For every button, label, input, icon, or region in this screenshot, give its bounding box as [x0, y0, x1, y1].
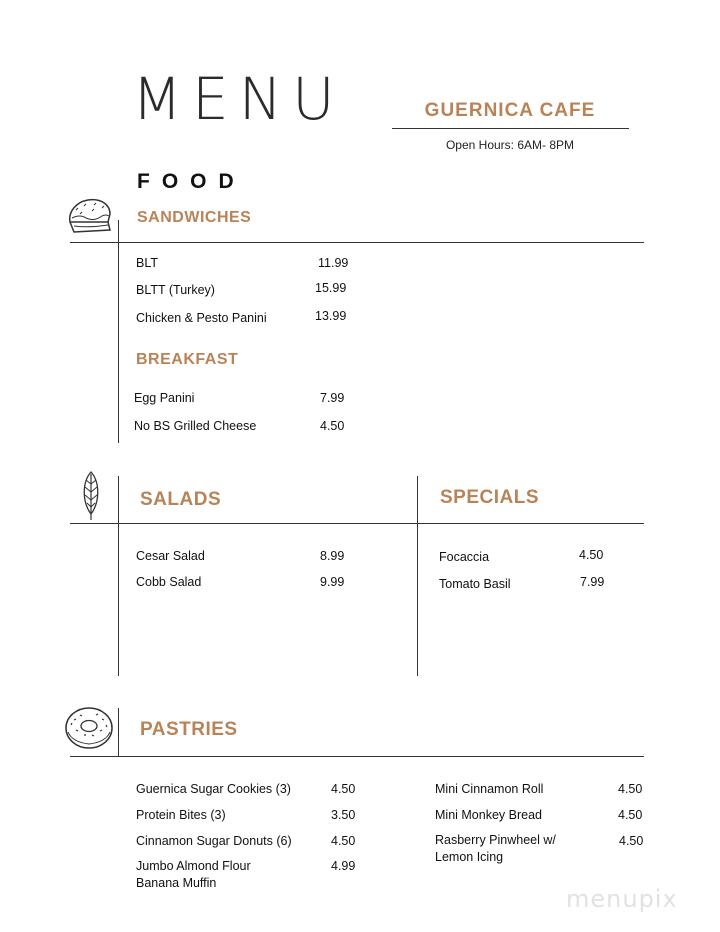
menu-item-price: 4.50: [320, 419, 345, 433]
menu-item-name: Mini Cinnamon Roll: [435, 782, 544, 796]
salads-title: SALADS: [140, 489, 222, 510]
menu-item-price: 4.99: [331, 859, 356, 873]
salads-vertical-divider: [118, 476, 119, 676]
menu-item-price: 8.99: [320, 549, 345, 563]
menu-item-name: BLT: [136, 256, 158, 270]
pastries-title: PASTRIES: [140, 719, 238, 740]
sandwich-icon: [64, 192, 116, 240]
cafe-name: GUERNICA CAFE: [424, 100, 596, 121]
cafe-divider: [392, 128, 629, 129]
food-heading: FOOD: [137, 170, 246, 193]
menu-item-name: Cesar Salad: [136, 549, 205, 563]
menu-item-price: 13.99: [315, 309, 347, 323]
menu-item-name: Jumbo Almond Flour Banana Muffin: [136, 859, 251, 890]
menu-item-name: No BS Grilled Cheese: [134, 419, 257, 433]
menu-item-name: Rasberry Pinwheel w/ Lemon Icing: [435, 833, 556, 864]
breakfast-title: BREAKFAST: [136, 351, 239, 368]
specials-vertical-divider: [417, 476, 418, 676]
watermark: menupix: [566, 885, 678, 913]
menu-item-price: 4.50: [331, 834, 356, 848]
menu-item-name: Protein Bites (3): [136, 808, 226, 822]
specials-title: SPECIALS: [440, 487, 540, 508]
menu-item-price: 9.99: [320, 575, 345, 589]
menu-item-name: Tomato Basil: [439, 577, 511, 591]
menu-item-name: Guernica Sugar Cookies (3): [136, 782, 291, 796]
salads-divider: [70, 523, 644, 524]
menu-item-price: 7.99: [580, 575, 605, 589]
menu-item-name: Egg Panini: [134, 391, 195, 405]
menu-item-price: 3.50: [331, 808, 356, 822]
menu-item-price: 4.50: [619, 834, 644, 848]
menu-item-price: 15.99: [315, 281, 347, 295]
menu-item-price: 7.99: [320, 391, 345, 405]
sandwiches-title: SANDWICHES: [137, 209, 252, 226]
menu-item-price: 4.50: [618, 782, 643, 796]
menu-item-name: Cinnamon Sugar Donuts (6): [136, 834, 292, 848]
pastries-divider: [70, 756, 644, 757]
menu-item-name: BLTT (Turkey): [136, 283, 215, 297]
open-hours: Open Hours: 6AM- 8PM: [445, 138, 575, 152]
food-vertical-divider: [118, 220, 119, 443]
menu-item-price: 11.99: [318, 256, 349, 270]
menu-item-price: 4.50: [579, 548, 604, 562]
menu-item-name: Chicken & Pesto Panini: [136, 311, 267, 325]
sandwiches-divider: [70, 242, 644, 243]
menu-item-price: 4.50: [618, 808, 643, 822]
leaf-icon: [78, 470, 104, 522]
menu-title: MENU: [132, 65, 345, 133]
menu-item-name: Focaccia: [439, 550, 490, 564]
pastries-vertical-divider: [118, 708, 119, 756]
menu-item-name: Mini Monkey Bread: [435, 808, 542, 822]
menu-item-name: Cobb Salad: [136, 575, 202, 589]
donut-icon: [62, 704, 116, 752]
menu-item-price: 4.50: [331, 782, 356, 796]
